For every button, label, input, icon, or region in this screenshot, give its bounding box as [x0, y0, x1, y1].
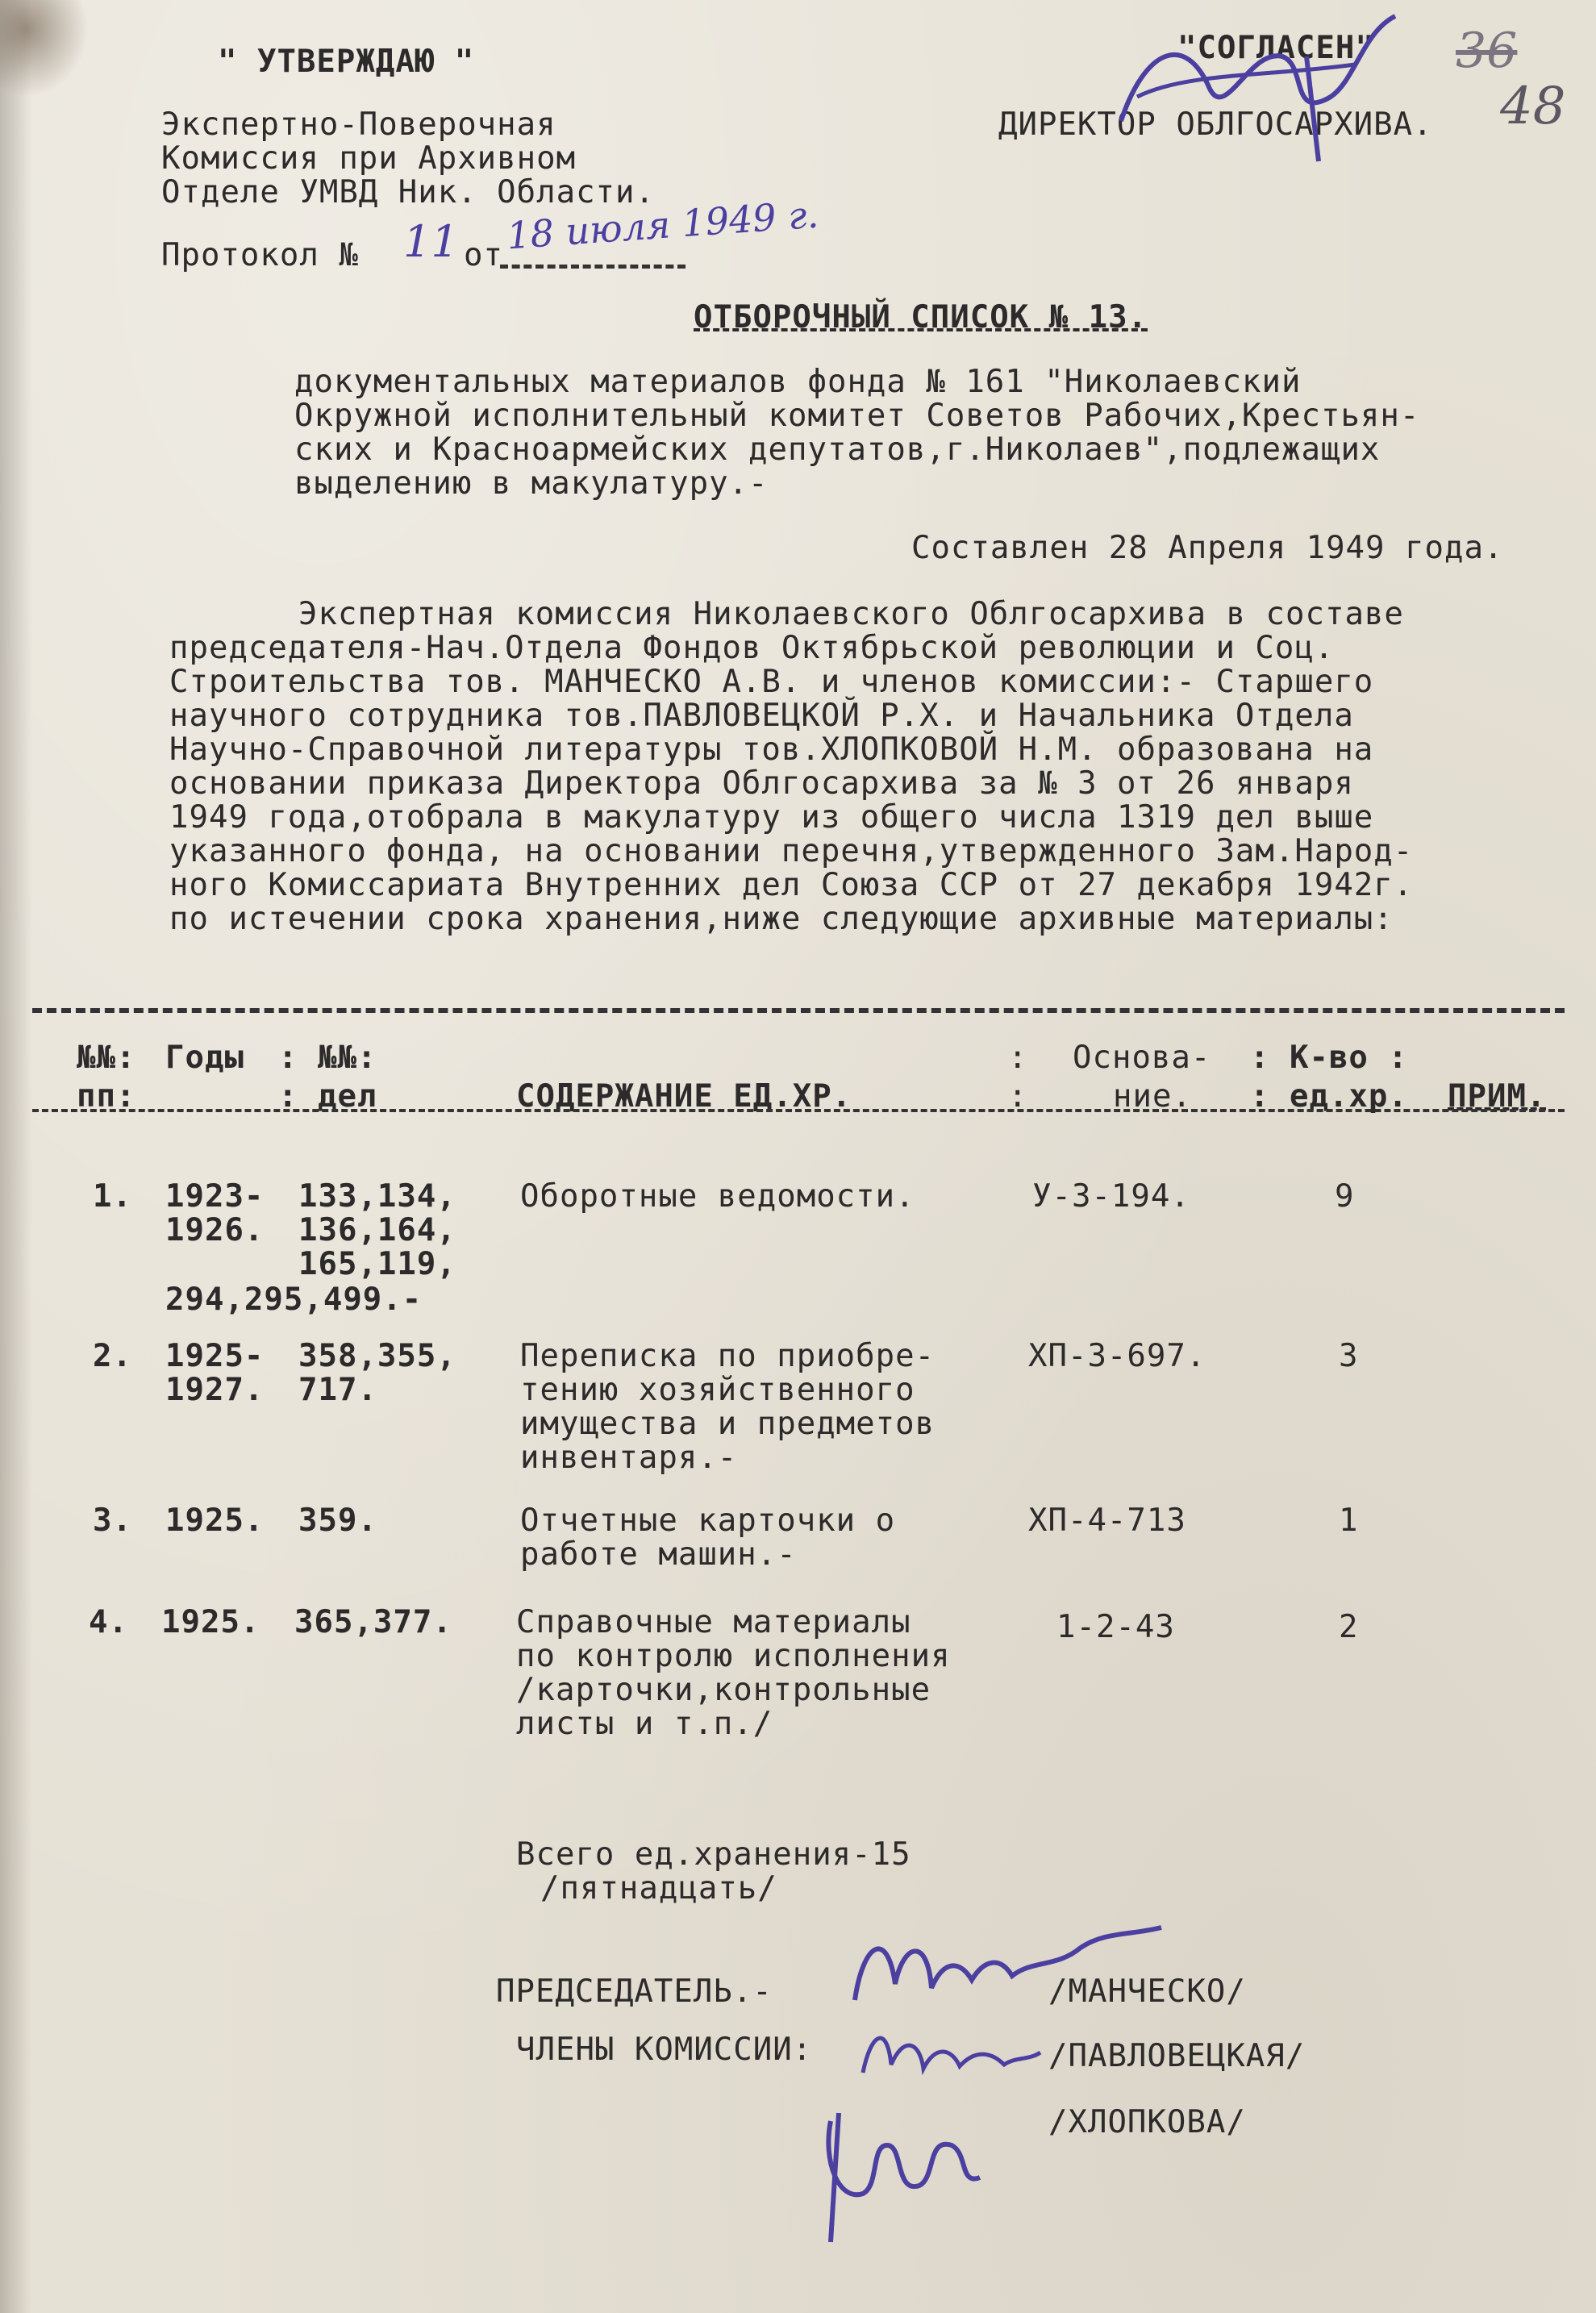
row-2-content-b: тению хозяйственного [520, 1372, 915, 1408]
row-2-cases-a: 358,355, [298, 1338, 456, 1374]
title-line-3: ских и Красноармейских депутатов,г.Николаев",подлежащих [294, 431, 1381, 468]
page-number: 48 [1500, 77, 1566, 136]
header-colon-b: : [1008, 1078, 1028, 1115]
commission-line-3: Отделе УМВД Ник. Области. [161, 174, 655, 210]
row-2-years-a: 1925- [165, 1338, 265, 1374]
body-line-10: по истечении срока хранения,ниже следующие архивные материалы: [169, 901, 1394, 937]
members-label: ЧЛЕНЫ КОМИССИИ: [516, 2032, 813, 2068]
body-line-8: указанного фонда, на основании перечня,утвержденного Зам.Народ- [169, 833, 1414, 869]
member-2-name: /ХЛОПКОВА/ [1048, 2104, 1246, 2140]
row-4-content-d: листы и т.п./ [516, 1706, 773, 1742]
body-line-7: 1949 года,отобрала в макулатуру из общего числа 1319 дел выше [169, 799, 1374, 836]
approve-heading: " УТВЕРЖДАЮ " [218, 44, 475, 80]
header-note: ПРИМ. [1448, 1078, 1547, 1115]
header-count-2: : ед.хр. [1250, 1078, 1408, 1115]
title-line-2: Окружной исполнительный комитет Советов Рабочих,Крестьян- [294, 398, 1420, 434]
body-line-6: основании приказа Директора Облгосархива за № 3 от 26 января [169, 765, 1354, 802]
row-4-count: 2 [1339, 1609, 1359, 1645]
header-cases: : №№: [278, 1040, 377, 1076]
body-line-2: председателя-Нач.Отдела Фондов Октябрьской революции и Соц. [169, 630, 1335, 666]
row-2-years-b: 1927. [165, 1372, 265, 1408]
header-num-2: пп: [77, 1078, 136, 1115]
total-line-2: /пятнадцать/ [540, 1870, 777, 1907]
list-title: ОТБОРОЧНЫЙ СПИСОК № 13. [694, 299, 1148, 335]
protocol-date-underline [500, 265, 685, 269]
director-signature [1089, 0, 1427, 177]
row-4-content-b: по контролю исполнения [516, 1638, 951, 1674]
row-3-count: 1 [1339, 1502, 1359, 1539]
body-line-9: ного Комиссариата Внутренних дел Союза ССР от 27 декабря 1942г. [169, 867, 1414, 903]
table-top-rule [32, 1008, 1565, 1013]
row-2-content-c: имущества и предметов [520, 1406, 936, 1442]
body-line-1: Экспертная комиссия Николаевского Облгосархива в составе [298, 596, 1404, 632]
row-2-content-d: инвентаря.- [520, 1440, 738, 1476]
row-1-number: 1. [93, 1178, 132, 1215]
row-1-cases-a: 133,134, [298, 1178, 456, 1215]
row-3-basis: ХП-4-713 [1028, 1502, 1186, 1539]
row-4-content-c: /карточки,контрольные [516, 1672, 931, 1708]
body-line-4: научного сотрудника тов.ПАВЛОВЕЦКОЙ Р.Х. и Начальника Отдела [169, 698, 1354, 734]
row-4-cases: 365,377. [294, 1604, 452, 1640]
header-basis: Основа- [1073, 1040, 1211, 1076]
table-header-rule [32, 1109, 1565, 1112]
header-cases-2: : дел [278, 1078, 377, 1115]
row-1-cases-b: 136,164, [298, 1212, 456, 1248]
row-1-count: 9 [1335, 1178, 1355, 1215]
protocol-number: 11 [403, 216, 459, 267]
row-3-number: 3. [93, 1502, 132, 1539]
header-count: : К-во : [1250, 1040, 1408, 1076]
row-3-content-b: работе машин.- [520, 1536, 797, 1573]
row-3-years: 1925. [165, 1502, 265, 1539]
row-4-number: 4. [89, 1604, 128, 1640]
header-colon-a: : [1008, 1040, 1028, 1076]
page-edge-shadow [0, 0, 32, 2313]
row-3-content-a: Отчетные карточки о [520, 1502, 896, 1539]
row-4-years: 1925. [161, 1604, 260, 1640]
commission-line-1: Экспертно-Поверочная [161, 106, 556, 143]
row-1-years-b: 1926. [165, 1212, 265, 1248]
row-1-years-a: 1923- [165, 1178, 265, 1215]
row-2-count: 3 [1339, 1338, 1359, 1374]
body-line-3: Строительства тов. МАНЧЕСКО А.В. и членов комиссии:- Старшего [169, 664, 1374, 700]
protocol-from: от [464, 237, 503, 273]
row-4-basis: 1-2-43 [1056, 1609, 1175, 1645]
protocol-date: 18 июля 1949 г. [505, 192, 820, 258]
row-2-cases-b: 717. [298, 1372, 377, 1408]
row-4-content-a: Справочные материалы [516, 1604, 911, 1640]
title-line-1: документальных материалов фонда № 161 "Николаевский [294, 364, 1302, 400]
member-1-name: /ПАВЛОВЕЦКАЯ/ [1048, 2038, 1306, 2074]
header-basis-2: ние. [1113, 1078, 1192, 1115]
header-content: СОДЕРЖАНИЕ ЕД.ХР. [516, 1078, 852, 1115]
director-title: ДИРЕКТОР ОБЛГОСАРХИВА. [998, 106, 1433, 143]
row-1-content-a: Оборотные ведомости. [520, 1178, 915, 1215]
header-years: Годы [165, 1040, 244, 1076]
row-1-basis: У-3-194. [1032, 1178, 1190, 1215]
body-line-5: Научно-Справочной литературы тов.ХЛОПКОВОЙ Н.М. образована на [169, 731, 1374, 768]
compiled-date: Составлен 28 Апреля 1949 года. [911, 530, 1504, 566]
header-num: №№: [77, 1040, 136, 1076]
row-3-cases: 359. [298, 1502, 377, 1539]
row-1-cases-d: 294,295,499.- [165, 1282, 423, 1318]
chair-label: ПРЕДСЕДАТЕЛЬ.- [496, 1973, 773, 2010]
row-2-content-a: Переписка по приобре- [520, 1338, 936, 1374]
title-line-4: выделению в макулатуру.- [294, 465, 769, 502]
agreed-heading: "СОГЛАСЕН" [1177, 30, 1375, 66]
row-2-number: 2. [93, 1338, 132, 1374]
total-line-1: Всего ед.хранения-15 [516, 1836, 911, 1873]
paper-stain [0, 0, 89, 97]
member-1-signature [855, 2016, 1048, 2097]
row-2-basis: ХП-3-697. [1028, 1338, 1206, 1374]
protocol-prefix: Протокол № [161, 237, 359, 273]
page-number-crossed: 36 [1456, 23, 1518, 79]
chair-name: /МАНЧЕСКО/ [1048, 1973, 1246, 2010]
commission-line-2: Комиссия при Архивном [161, 140, 577, 177]
row-1-cases-c: 165,119, [298, 1246, 456, 1282]
member-2-signature [815, 2097, 1000, 2258]
